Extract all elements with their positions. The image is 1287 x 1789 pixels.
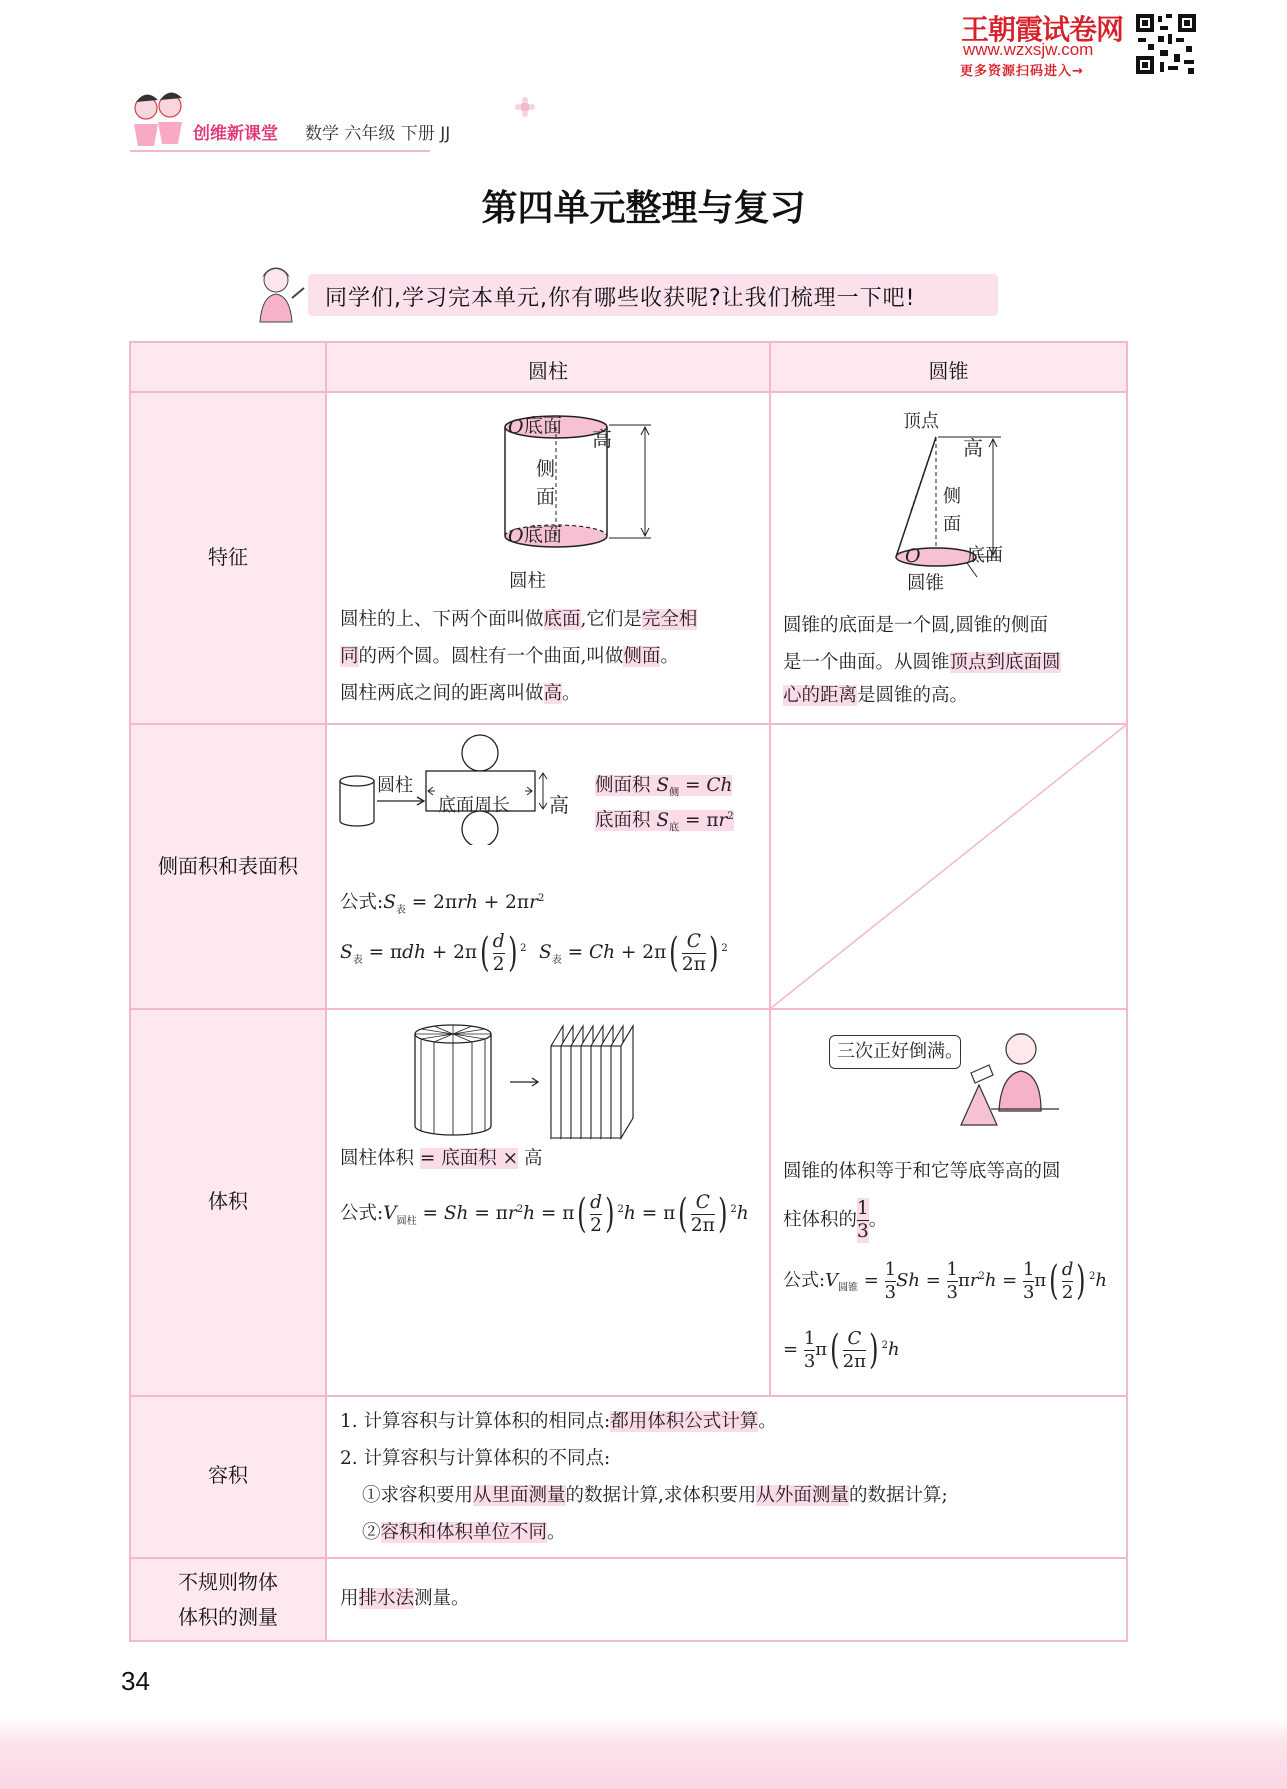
cyl-side-label: 侧面: [536, 458, 556, 508]
net-cylinder-label: 圆柱: [377, 775, 413, 796]
cone-feature-text-1: 圆锥的底面是一个圆,圆锥的侧面: [783, 615, 1048, 636]
page-number: 34: [121, 1666, 150, 1696]
cone-volume-formula-2: = 1 3 $\pi( \frac{C}{2\pi}$ ) $^2$h: [783, 1327, 900, 1373]
pouring-child-icon: [931, 1023, 1061, 1133]
capacity-line-1: 1. 计算容积与计算体积的相同点:都用体积公式计算。: [340, 1411, 777, 1432]
capacity-line-4: ②容积和体积单位不同。: [362, 1522, 566, 1543]
page-title: 第四单元整理与复习: [481, 188, 806, 229]
cone-volume-text-1: 圆锥的体积等于和它等底等高的圆: [783, 1161, 1061, 1182]
book-brand: 创维新课堂: [193, 124, 278, 144]
cyl-top-center: O: [508, 416, 524, 438]
footer-band: [0, 1718, 1287, 1789]
cone-apex-label: 顶点: [903, 411, 939, 432]
cyl-bottom-label: 底面: [524, 524, 563, 546]
teacher-girl-icon: [252, 262, 308, 324]
surface-formula-1: 公式$:S_表 = 2\pi rh + 2\pi r^2$: [340, 892, 545, 916]
cyl-feature-text-3: 圆柱两底之间的距离叫做高。: [340, 683, 581, 704]
capacity-line-3: ①求容积要用从里面测量的数据计算,求体积要用从外面测量的数据计算;: [362, 1485, 948, 1506]
net-base-circumference: 底面周长: [438, 795, 510, 816]
cyl-caption: 圆柱: [509, 571, 547, 592]
row-label-irregular-2: 体积的测量: [178, 1605, 278, 1629]
site-brand: 王朝霞试卷网: [961, 14, 1124, 45]
cyl-feature-text-2: 同的两个圆。圆柱有一个曲面,叫做侧面。: [340, 646, 679, 667]
irregular-text: 用排水法测量。: [340, 1588, 470, 1609]
row-label-surface: 侧面积和表面积: [158, 854, 298, 878]
speech-bubble-text: 三次正好倒满。: [837, 1041, 963, 1062]
surface-formula-2: $S_表 = \pi dh + 2\pi( \frac{d}{2}$ ) $^2$: [340, 930, 527, 977]
cone-center: O: [905, 545, 921, 567]
qr-code-icon[interactable]: [1134, 12, 1198, 76]
net-height-label: 高: [549, 793, 569, 817]
col-header-cone: 圆锥: [928, 359, 969, 383]
capacity-line-2: 2. 计算容积与计算体积的不同点:: [340, 1448, 611, 1469]
empty-cell-diagonal: [771, 725, 1126, 1008]
cyl-bottom-center: O: [508, 525, 524, 547]
kids-logo-icon: [126, 88, 198, 152]
review-table: [129, 341, 1128, 1642]
book-info: 数学 六年级 下册 JJ: [305, 124, 451, 144]
cone-height-label: 高: [963, 436, 983, 460]
cylinder-cut-figure: [325, 1010, 769, 1140]
cone-base-label: 底面: [967, 545, 1003, 566]
cone-feature-text-3: 心的距离是圆锥的高。: [783, 685, 969, 706]
cone-volume-formula-1: 公式$:V_{圆锥} = 1$ 3 Sh = 1 3 $\pi r^2h = 1$ 3 $\pi( \frac{d}{2}$ ) $^2$h: [783, 1258, 1107, 1304]
cyl-top-label: 底面: [524, 415, 563, 437]
speech-text: 同学们,学习完本单元,你有哪些收获呢?让我们梳理一下吧!: [325, 286, 916, 311]
row-label-irregular-1: 不规则物体: [178, 1570, 278, 1594]
cyl-volume-text: 圆柱体积 = 底面积 × 高: [340, 1148, 543, 1169]
cyl-volume-formula: 公式$:V_{圆柱} = Sh = \pi r^2h = \pi( \frac{d}{2}$ ) $^2h = \pi( \frac{C}{2\pi}$ ) $^2$h: [340, 1191, 749, 1238]
cyl-feature-text-1: 圆柱的上、下两个面叫做底面,它们是完全相: [340, 609, 698, 630]
site-subtitle: 更多资源扫码进入→: [960, 64, 1084, 79]
surface-formula-3: $S_表 = Ch + 2\pi( \frac{C}{2\pi}$ ) $^2$: [539, 930, 728, 977]
row-label-features: 特征: [208, 545, 248, 569]
base-area-formula: 底面积 $S_底 = \pi r^2$: [595, 810, 734, 834]
cone-side-label: 侧面: [943, 486, 961, 535]
col-header-cylinder: 圆柱: [528, 359, 568, 383]
row-label-volume: 体积: [208, 1189, 248, 1213]
row-label-capacity: 容积: [208, 1463, 248, 1487]
side-area-formula: 侧面积 $S_侧 = Ch$: [595, 775, 733, 799]
label-column: [131, 343, 325, 1640]
site-url[interactable]: www.wzxsjw.com: [963, 40, 1094, 59]
cone-volume-text-2: 柱体积的1 3 。: [783, 1198, 888, 1242]
cyl-height-label: 高: [592, 427, 612, 451]
cone-feature-text-2: 是一个曲面。从圆锥顶点到底面圆: [783, 652, 1061, 673]
header-divider: [130, 150, 430, 152]
cone-caption: 圆锥: [907, 573, 945, 594]
flower-icon: [514, 96, 536, 118]
